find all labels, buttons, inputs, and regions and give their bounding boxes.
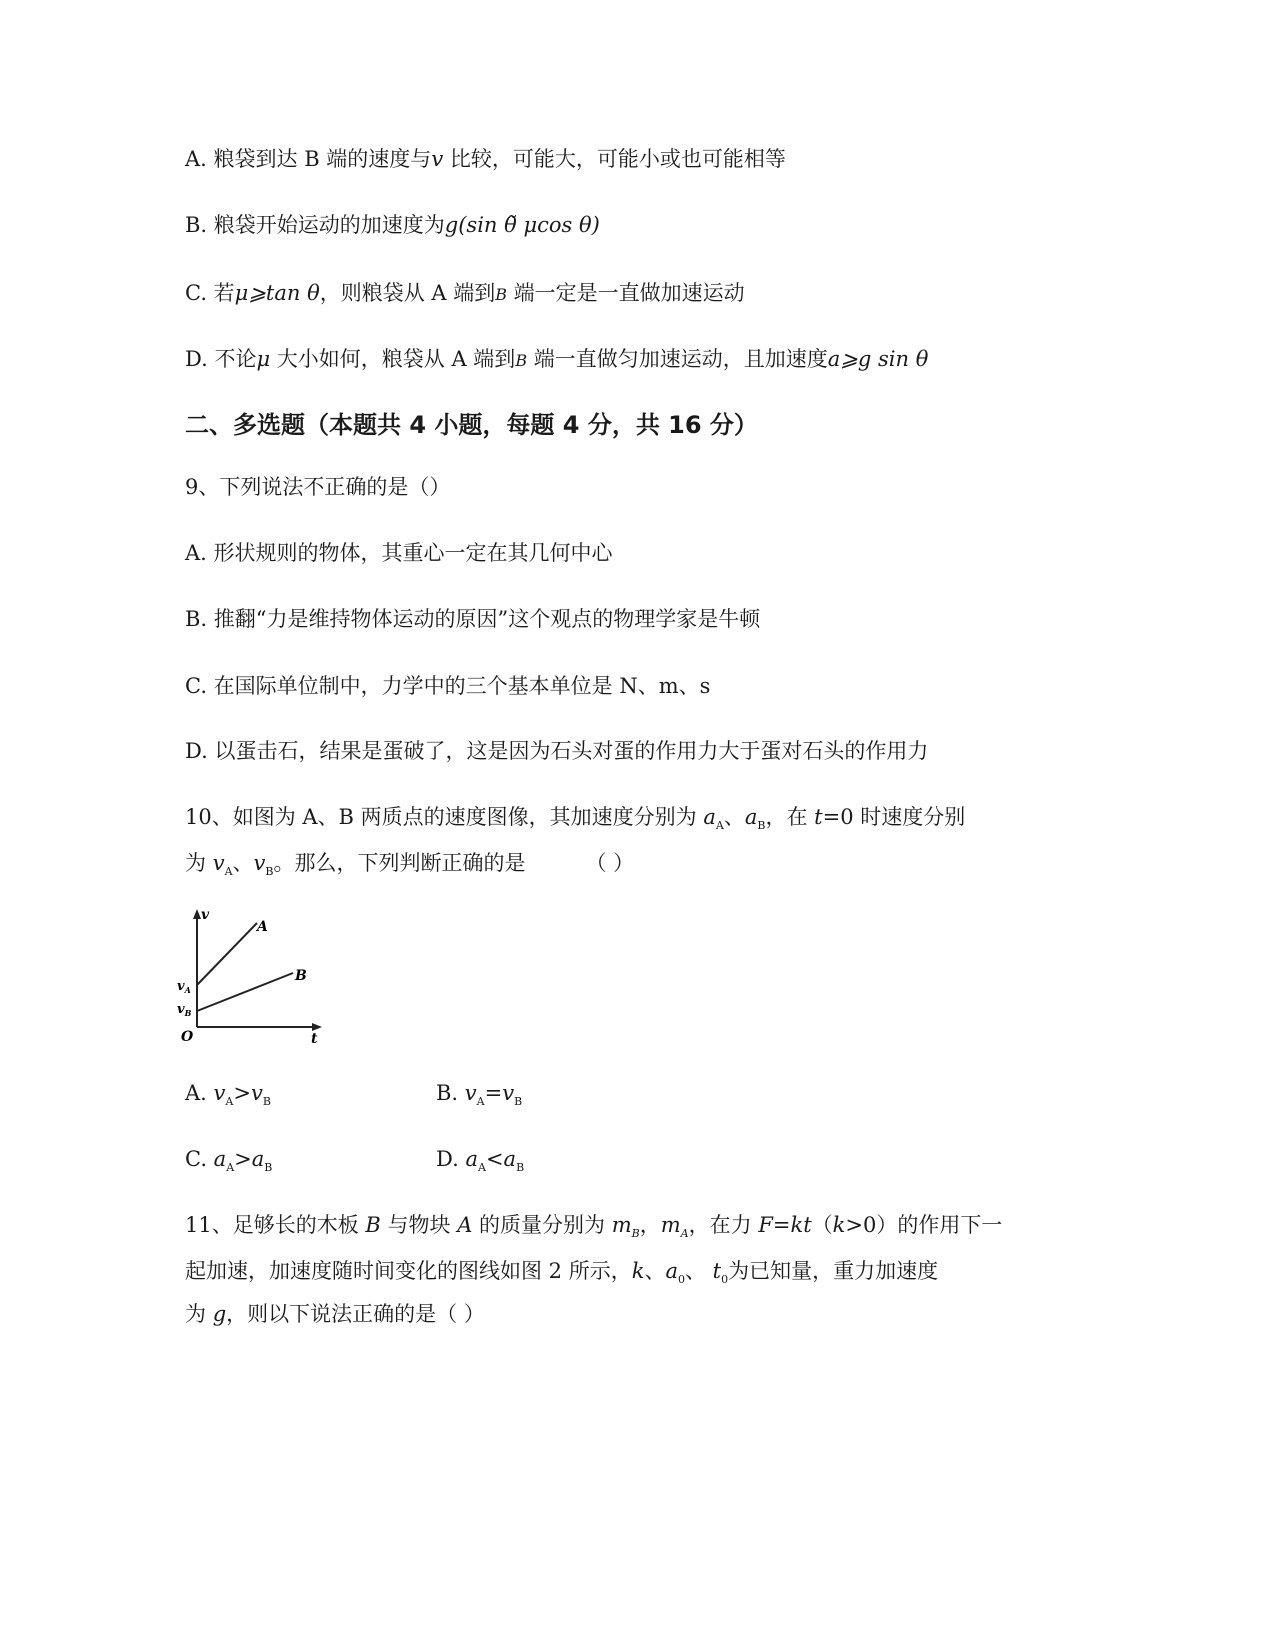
q11-t0: t [712, 1259, 722, 1283]
q10-aB-sub: B [757, 819, 766, 832]
q10-answer-paren: （ ） [585, 851, 635, 875]
q11-kt: kt [790, 1213, 812, 1237]
graph-line-b-label: B [295, 968, 307, 984]
q10-option-c-label: C. [185, 1147, 214, 1171]
q9-option-c: C. 在国际单位制中，力学中的三个基本单位是 N、m、s [185, 674, 711, 698]
q10-option-b [436, 1079, 522, 1116]
q11-g: g [212, 1302, 227, 1326]
q10-option-b-vb: v [502, 1081, 515, 1105]
q8-option-d-formula: a⩾g sin θ [827, 347, 929, 371]
q10-option-d-rel: < [485, 1147, 504, 1171]
q8-option-d-text-mid: 大小如何，粮袋从 A 端到 [270, 347, 516, 371]
q10-option-a-va-sub: A [225, 1095, 234, 1108]
graph-vb-label: $v_B$ [177, 1002, 192, 1018]
q11-stem-line1 [185, 1211, 1002, 1248]
q9-option-a: A. 形状规则的物体，其重心一定在其几何中心 [185, 541, 613, 565]
q10-option-c-aa: a [213, 1147, 227, 1171]
q11-k2: k [631, 1259, 645, 1283]
q10-option-a-vb-sub: B [262, 1095, 271, 1108]
q11-sep2: 、 [684, 1259, 713, 1283]
q11-mb-sub: B [631, 1227, 640, 1240]
q10-option-d-aa: a [465, 1147, 478, 1171]
q11-text-4: ，在力 [688, 1213, 759, 1237]
q11-text-10: ，则以下说法正确的是（ ） [226, 1302, 485, 1326]
q11-comma: ， [639, 1213, 661, 1237]
q10-option-a-rel: > [233, 1081, 251, 1105]
q11-t0-sub: 0 [721, 1273, 729, 1286]
q10-option-d-ab-sub: B [516, 1161, 525, 1174]
q10-option-b-rel: = [484, 1081, 503, 1105]
q8-option-c-formula: μ⩾tan θ [234, 281, 320, 305]
q10-option-a-va: v [213, 1081, 226, 1105]
q10-aA-sub: A [715, 819, 724, 832]
q8-option-a-v: v [431, 147, 444, 171]
q11-eq: = [772, 1213, 791, 1237]
graph-line-a-label: A [257, 919, 268, 935]
velocity-time-graph [175, 905, 335, 1050]
graph-y-arrow [193, 909, 201, 919]
q8-option-c [185, 279, 745, 309]
graph-line-b [197, 973, 293, 1011]
q10-t: t [814, 805, 823, 829]
q10-option-a [185, 1079, 271, 1116]
q11-mb: m [611, 1213, 632, 1237]
q10-sep2: 、 [232, 851, 254, 875]
q8-option-a-text: A. 粮袋到达 B 端的速度与 [185, 147, 432, 171]
q10-option-c-ab-sub: B [264, 1161, 273, 1174]
q10-stem-text-end: =0 时速度分别 [822, 805, 966, 829]
q11-text-1: 11、足够长的木板 [185, 1213, 366, 1237]
q10-sep: 、 [723, 805, 745, 829]
q10-vA: v [212, 851, 225, 875]
q8-option-c-text-end: 端一定是一直做加速运动 [507, 281, 745, 305]
q8-option-b [185, 211, 600, 239]
q8-option-d-mu: μ [256, 347, 271, 371]
q11-text-3: 的质量分别为 [472, 1213, 612, 1237]
q8-option-d [185, 345, 928, 375]
q10-vB-sub: B [265, 865, 274, 878]
q10-option-b-label: B. [436, 1081, 465, 1105]
q10-option-b-va: v [464, 1081, 477, 1105]
q10-stem-line1 [185, 803, 965, 840]
q8-option-b-formula: g(sin θ̃ μcos θ) [444, 213, 600, 237]
q10-vA-sub: A [224, 865, 233, 878]
q11-b: B [365, 1213, 381, 1237]
q11-a0-sub: 0 [677, 1273, 685, 1286]
q10-option-c-aa-sub: A [226, 1161, 235, 1174]
q10-stem-text: 10、如图为 A、B 两质点的速度图像，其加速度分别为 [185, 805, 704, 829]
q11-stem-line2 [185, 1257, 938, 1294]
q10-option-c-rel: > [234, 1147, 252, 1171]
q10-option-a-vb: v [250, 1081, 263, 1105]
q8-option-c-text-mid: ，则粮袋从 A 端到 [319, 281, 496, 305]
q11-sep1: 、 [644, 1259, 666, 1283]
q8-option-d-text: D. 不论 [185, 347, 257, 371]
q10-option-d-ab: a [503, 1147, 517, 1171]
q9-option-d: D. 以蛋击石，结果是蛋破了，这是因为石头对蛋的作用力大于蛋对石头的作用力 [185, 739, 929, 763]
q11-text-7: 起加速，加速度随时间变化的图线如图 2 所示， [185, 1259, 632, 1283]
graph-x-arrow [312, 1023, 322, 1031]
q8-option-c-b: B [495, 285, 507, 304]
q10-option-c [185, 1145, 272, 1182]
q10-stem-text-mid: ，在 [765, 805, 815, 829]
q11-text-6: >0）的作用下一 [845, 1213, 1003, 1237]
q11-stem-line3 [185, 1300, 485, 1328]
q11-ma-sub: A [680, 1227, 689, 1240]
q8-option-b-text: B. 粮袋开始运动的加速度为 [185, 213, 445, 237]
q11-ma: m [660, 1213, 681, 1237]
q10-option-d [436, 1145, 524, 1182]
q10-option-d-label: D. [436, 1147, 466, 1171]
q10-aA: a [703, 805, 716, 829]
q10-option-c-ab: a [251, 1147, 265, 1171]
q10-option-b-vb-sub: B [514, 1095, 523, 1108]
q10-vB: v [253, 851, 266, 875]
section-heading: 二、多选题（本题共 4 小题，每题 4 分，共 16 分） [185, 411, 758, 439]
q10-aB: a [744, 805, 758, 829]
q11-text-2: 与物块 [380, 1213, 458, 1237]
q10-option-a-label: A. [185, 1081, 214, 1105]
q9-stem: 9、下列说法不正确的是（） [185, 475, 451, 499]
q10-stem2-text: 为 [185, 851, 213, 875]
q11-k: k [832, 1213, 846, 1237]
graph-x-label: t [311, 1031, 318, 1047]
q11-text-9: 为 [185, 1302, 213, 1326]
q10-stem2-text-end: 。那么，下列判断正确的是 [273, 851, 526, 875]
q11-a: A [457, 1213, 473, 1237]
q11-text-5: （ [811, 1213, 833, 1237]
q8-option-d-b: B [515, 351, 528, 370]
graph-line-a [197, 923, 257, 985]
q8-option-d-text-end: 端一直做匀加速运动，且加速度 [527, 347, 828, 371]
q8-option-c-text: C. 若 [185, 281, 235, 305]
q11-text-8: 为已知量，重力加速度 [728, 1259, 939, 1283]
q9-option-b: B. 推翻“力是维持物体运动的原因”这个观点的物理学家是牛顿 [185, 607, 761, 631]
graph-y-label: v [201, 907, 210, 923]
q10-option-d-aa-sub: A [477, 1161, 486, 1174]
q11-a0: a [665, 1259, 678, 1283]
graph-va-label: $v_A$ [177, 979, 191, 995]
q8-option-a-text-end: 比较，可能大，可能小或也可能相等 [443, 147, 786, 171]
q11-f: F [758, 1213, 773, 1237]
graph-origin-label: O [181, 1029, 194, 1045]
q8-option-a [185, 145, 786, 173]
q10-option-b-va-sub: A [476, 1095, 485, 1108]
q10-stem-line2 [185, 849, 634, 886]
